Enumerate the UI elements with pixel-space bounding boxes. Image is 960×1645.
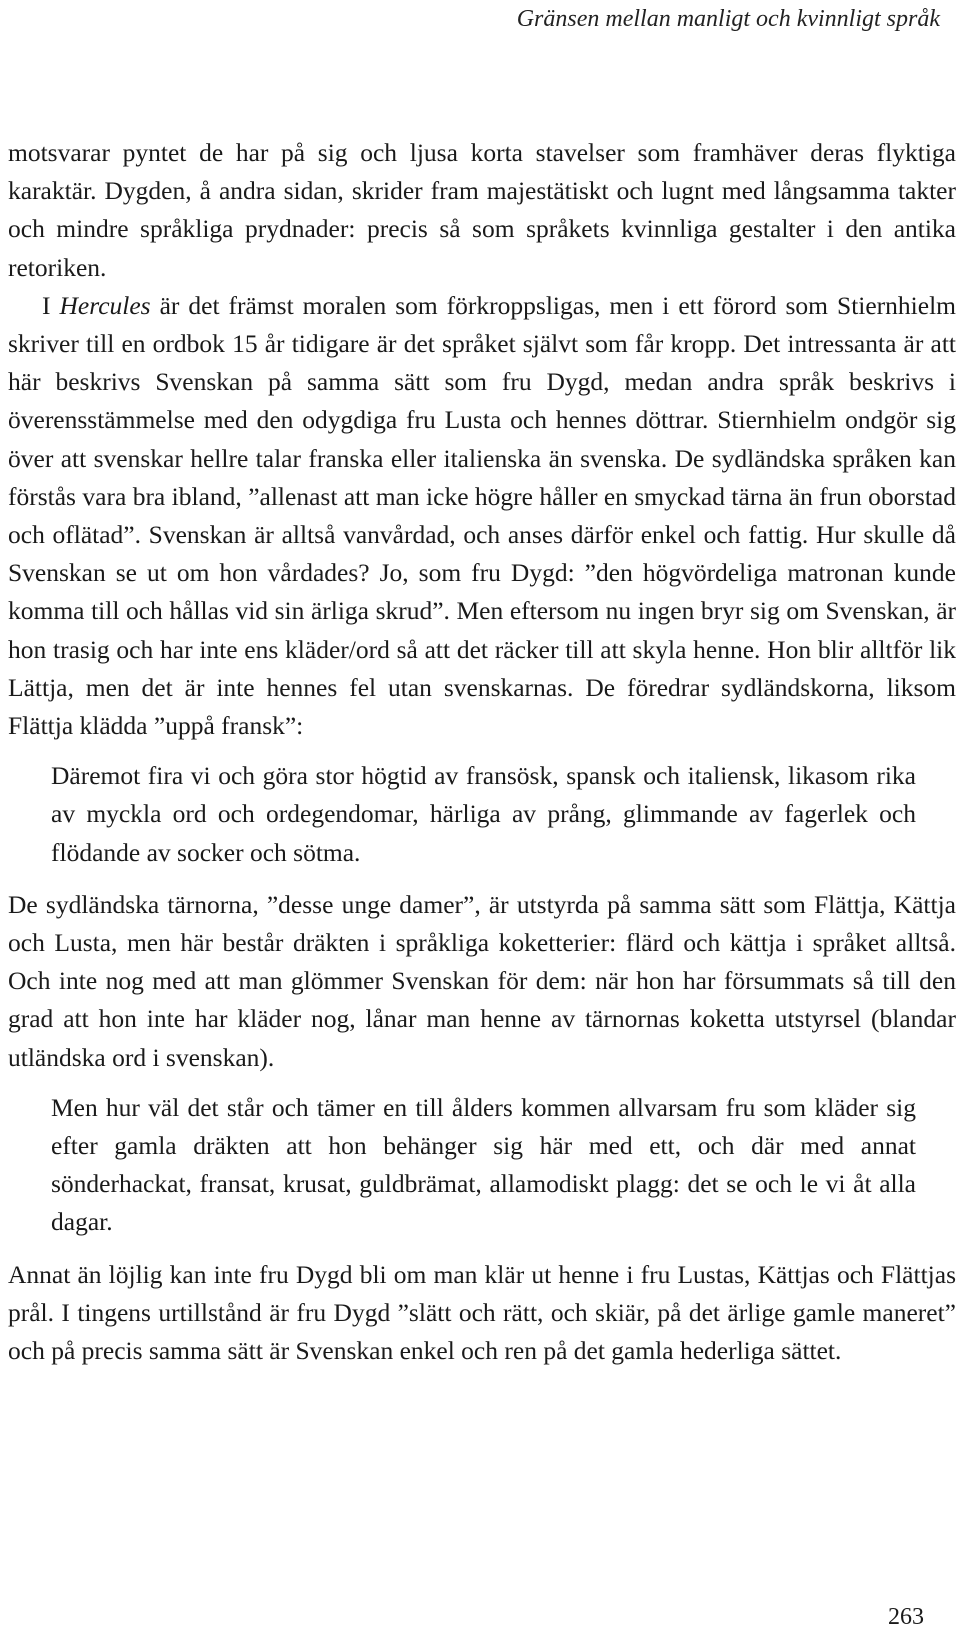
page-number: 263 (888, 1604, 924, 1630)
work-title-hercules: Hercules (59, 290, 151, 320)
block-quote-1: Däremot fira vi och göra stor högtid av fransösk, spansk och italiensk, likasom rika av myckla ord och ordegendomar, härliga av prång, glimmande av fagerlek och flödande av socker och sötma. (51, 761, 916, 867)
paragraph-3: De sydländska tärnorna, ”desse unge damer”, är utstyrda på samma sätt som Flättja, Kättja och Lusta, men här består dräkten i språkliga koketterier: flärd och kättja i språket alltså. Och inte nog med att man glömmer Svenskan för dem: när hon har försummats så till den grad att hon inte har kläder nog, lånar man henne av tärnornas koketta utstyrsel (blandar utländska ord i svenskan). (8, 889, 956, 1072)
paragraph-4: Annat än löjlig kan inte fru Dygd bli om man klär ut henne i fru Lustas, Kättjas och Flättjas prål. I tingens urtillstånd är fru Dygd ”slätt och rätt, och skiär, på det ärlige gamle maneret” och på precis samma sätt är Svenskan enkel och ren på det gamla hederliga sättet. (8, 1259, 956, 1366)
paragraph-2-body: är det främst moralen som förkroppsligas, men i ett förord som Stiernhielm skriver till en ordbok 15 år tidigare är det språket självt som får kropp. Det intressanta är att här beskrivs Svenskan på samma sätt som fru Dygd, medan andra språk beskrivs i överensstämmelse med den odygdiga fru Lusta och hennes döttrar. Stiernhielm ondgör sig över att svenskar hellre talar franska eller italienska än svenska. De sydländska språken kan förstås vara bra ibland, ”allenast att man icke högre håller en smyckad tärna än frun oborstad och oflätad”. Svenskan är alltså vanvårdad, och anses därför enkel och fattig. Hur skulle då Svenskan se ut om hon vårdades? Jo, som fru Dygd: ”den högvördeliga matronan kunde komma till och hållas vid sin ärliga skrud”. Men eftersom nu ingen bryr sig om Svenskan, är hon trasig och har inte ens kläder/ord så att det räcker till att skyla henne. Hon blir alltför lik Lättja, men det är inte hennes fel utan svenskarnas. De föredrar sydländskorna, liksom Flättja klädda ”uppå fransk”: (8, 290, 956, 741)
paragraph-2-lead: I (42, 290, 60, 320)
body-text (8, 134, 956, 1370)
block-quote-2: Men hur väl det står och tämer en till ålders kommen allvarsam fru som kläder sig efter gamla dräkten att hon behänger sig här med ett, och där med annat sönderhackat, fransat, krusat, guldbrämat, allamodiskt plagg: det se och le vi åt alla dagar. (51, 1092, 916, 1237)
running-head: Gränsen mellan manligt och kvinnligt språk (516, 6, 940, 32)
paragraph-2 (8, 287, 956, 745)
paragraph-1: motsvarar pyntet de har på sig och ljusa korta stavelser som framhäver deras flyktiga karaktär. Dygden, å andra sidan, skrider fram majestätiskt och lugnt med långsamma takter och mindre språkliga prydnader: precis så som språkets kvinnliga gestalter i den antika retoriken. (8, 138, 956, 282)
